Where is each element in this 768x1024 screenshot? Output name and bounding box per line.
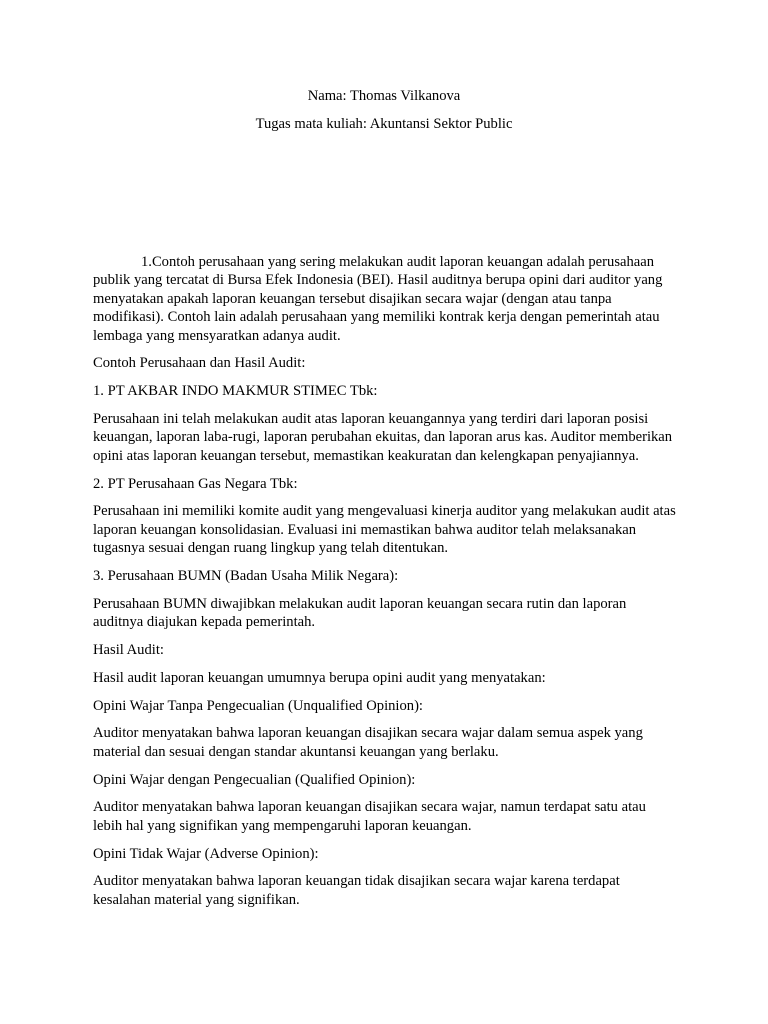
opinion-heading: Opini Wajar Tanpa Pengecualian (Unqualified Opinion): xyxy=(93,697,423,714)
opinion-description: Auditor menyatakan bahwa laporan keuangan disajikan secara wajar, namun terdapat satu atau lebih hal yang signifikan yang mempengaruhi laporan keuangan. xyxy=(93,799,646,834)
section-heading: Contoh Perusahaan dan Hasil Audit: xyxy=(93,355,306,372)
document-body xyxy=(93,253,678,919)
opinion-heading: Opini Wajar dengan Pengecualian (Qualified Opinion): xyxy=(93,771,416,788)
company-description: Perusahaan BUMN diwajibkan melakukan audit laporan keuangan secara rutin dan laporan auditnya diajukan kepada pemerintah. xyxy=(93,595,627,631)
company-heading: 3. Perusahaan BUMN (Badan Usaha Milik Negara): xyxy=(93,568,399,585)
company-heading: 2. PT Perusahaan Gas Negara Tbk: xyxy=(93,475,298,492)
author-name: Nama: Thomas Vilkanova xyxy=(307,88,461,104)
opinion-description: Auditor menyatakan bahwa laporan keuangan tidak disajikan secara wajar karena terdapat kesalahan material yang signifikan. xyxy=(93,873,620,908)
section-heading: Hasil Audit: xyxy=(93,642,164,659)
company-description: Perusahaan ini memiliki komite audit yang mengevaluasi kinerja auditor yang melakukan audit atas laporan keuangan konsolidasian. Evaluasi ini memastikan bahwa auditor telah melaksanakan tugasnya sesuai dengan ruang lingkup yang telah ditentukan. xyxy=(93,503,676,557)
opinion-description: Auditor menyatakan bahwa laporan keuangan disajikan secara wajar dalam semua aspek yang material dan sesuai dengan standar akuntansi keuangan yang berlaku. xyxy=(93,725,643,760)
company-heading: 1. PT AKBAR INDO MAKMUR STIMEC Tbk: xyxy=(93,383,378,400)
company-description: Perusahaan ini telah melakukan audit atas laporan keuangannya yang terdiri dari laporan posisi keuangan, laporan laba-rugi, laporan perubahan ekuitas, dan laporan arus kas. Auditor memberikan opini atas laporan keuangan tersebut, memastikan keakuratan dan kelengkapan penyajiannya. xyxy=(93,411,673,464)
paragraph: Hasil audit laporan keuangan umumnya berupa opini audit yang menyatakan: xyxy=(93,669,546,686)
intro-paragraph: 1.Contoh perusahaan yang sering melakukan audit laporan keuangan adalah perusahaan publik yang tercatat di Bursa Efek Indonesia (BEI). Hasil auditnya berupa opini dari auditor yang menyatakan apakah laporan keuangan tersebut disajikan secara wajar (dengan atau tanpa modifikasi). Contoh lain adalah perusahaan yang memiliki kontrak kerja dengan pemerintah atau lembaga yang mensyaratkan adanya audit. xyxy=(93,254,663,344)
course-title: Tugas mata kuliah: Akuntansi Sektor Public xyxy=(255,116,513,132)
opinion-heading: Opini Tidak Wajar (Adverse Opinion): xyxy=(93,845,319,862)
